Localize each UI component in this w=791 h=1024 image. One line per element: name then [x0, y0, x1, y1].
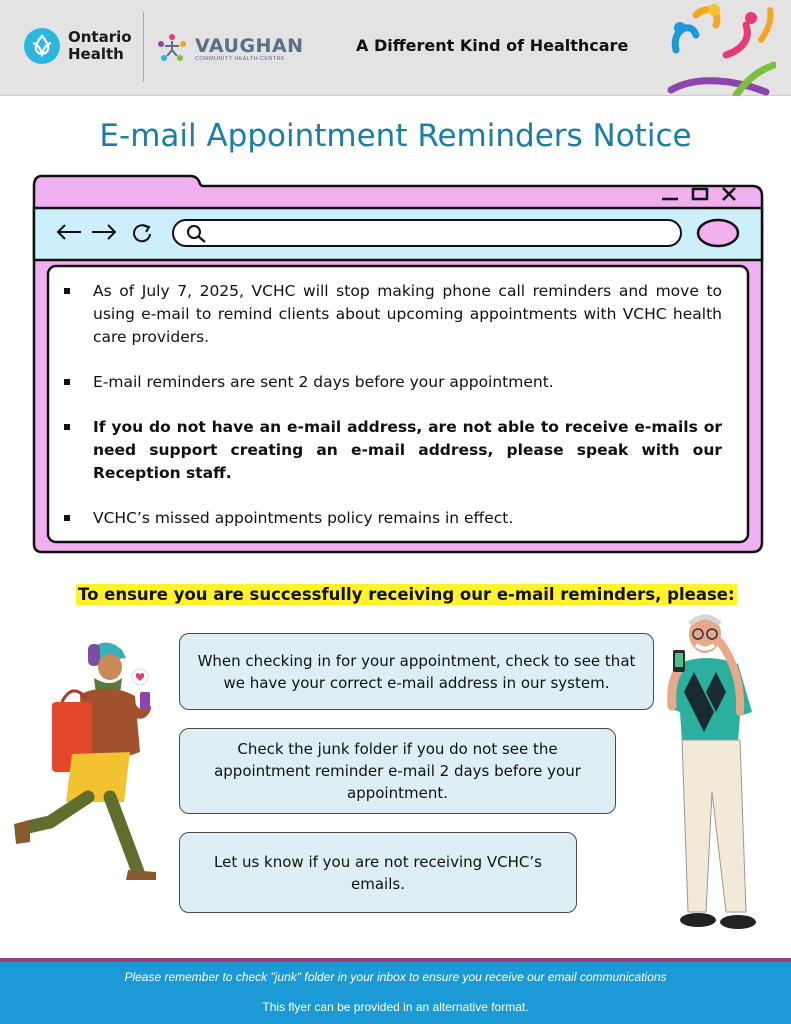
refresh-icon[interactable] — [130, 222, 156, 244]
notice-item: VCHC’s missed appointments policy remains in effect. — [60, 507, 722, 530]
elderly-man-illustration — [660, 612, 770, 942]
tip-text: When checking in for your appointment, check to see that we have your correct e-mail address in our system. — [197, 651, 636, 692]
notice-item-important: If you do not have an e-mail address, are not able to receive e-mails or need support creating an e-mail address, please speak with our Reception staff. — [60, 416, 722, 485]
notice-item: E-mail reminders are sent 2 days before your appointment. — [60, 371, 722, 394]
tip-text: Let us know if you are not receiving VCHC’s emails. — [214, 852, 542, 893]
notice-item: As of July 7, 2025, VCHC will stop making phone call reminders and move to using e-mail to remind clients about upcoming appointments with VCHC health care providers. — [60, 280, 722, 349]
forward-arrow-icon[interactable] — [90, 222, 118, 242]
vchc-subtitle: COMMUNITY HEALTH CENTRE — [195, 56, 285, 62]
search-icon — [186, 224, 208, 244]
tip-text: Check the junk folder if you do not see the appointment reminder e-mail 2 days before your appointment. — [214, 740, 581, 802]
close-icon[interactable] — [719, 184, 739, 204]
back-arrow-icon[interactable] — [55, 222, 83, 242]
footer-alternative-format: This flyer can be provided in an alternative format. — [262, 1000, 529, 1014]
footer-junk-note: Please remember to check "junk" folder in your inbox to ensure you receive our email communications — [124, 970, 667, 984]
vchc-name: VAUGHAN — [195, 35, 304, 57]
address-bar[interactable] — [172, 219, 682, 247]
walking-person-illustration — [10, 632, 160, 882]
tagline: A Different Kind of Healthcare — [356, 36, 629, 55]
tip-box-check-email — [179, 633, 654, 710]
tip-box-junk-folder — [179, 728, 616, 814]
minimize-icon[interactable] — [660, 184, 680, 204]
maximize-icon[interactable] — [690, 184, 710, 204]
tip-box-let-us-know — [179, 832, 577, 913]
profile-button-icon[interactable] — [696, 218, 740, 248]
footer-bar — [0, 962, 791, 1024]
health-word: Health — [68, 45, 124, 63]
highlight-heading: To ensure you are successfully receiving our e-mail reminders, please: — [78, 585, 735, 604]
notice-list — [60, 280, 722, 552]
ontario-word: Ontario — [68, 28, 132, 46]
page-title: E-mail Appointment Reminders Notice — [99, 118, 692, 154]
